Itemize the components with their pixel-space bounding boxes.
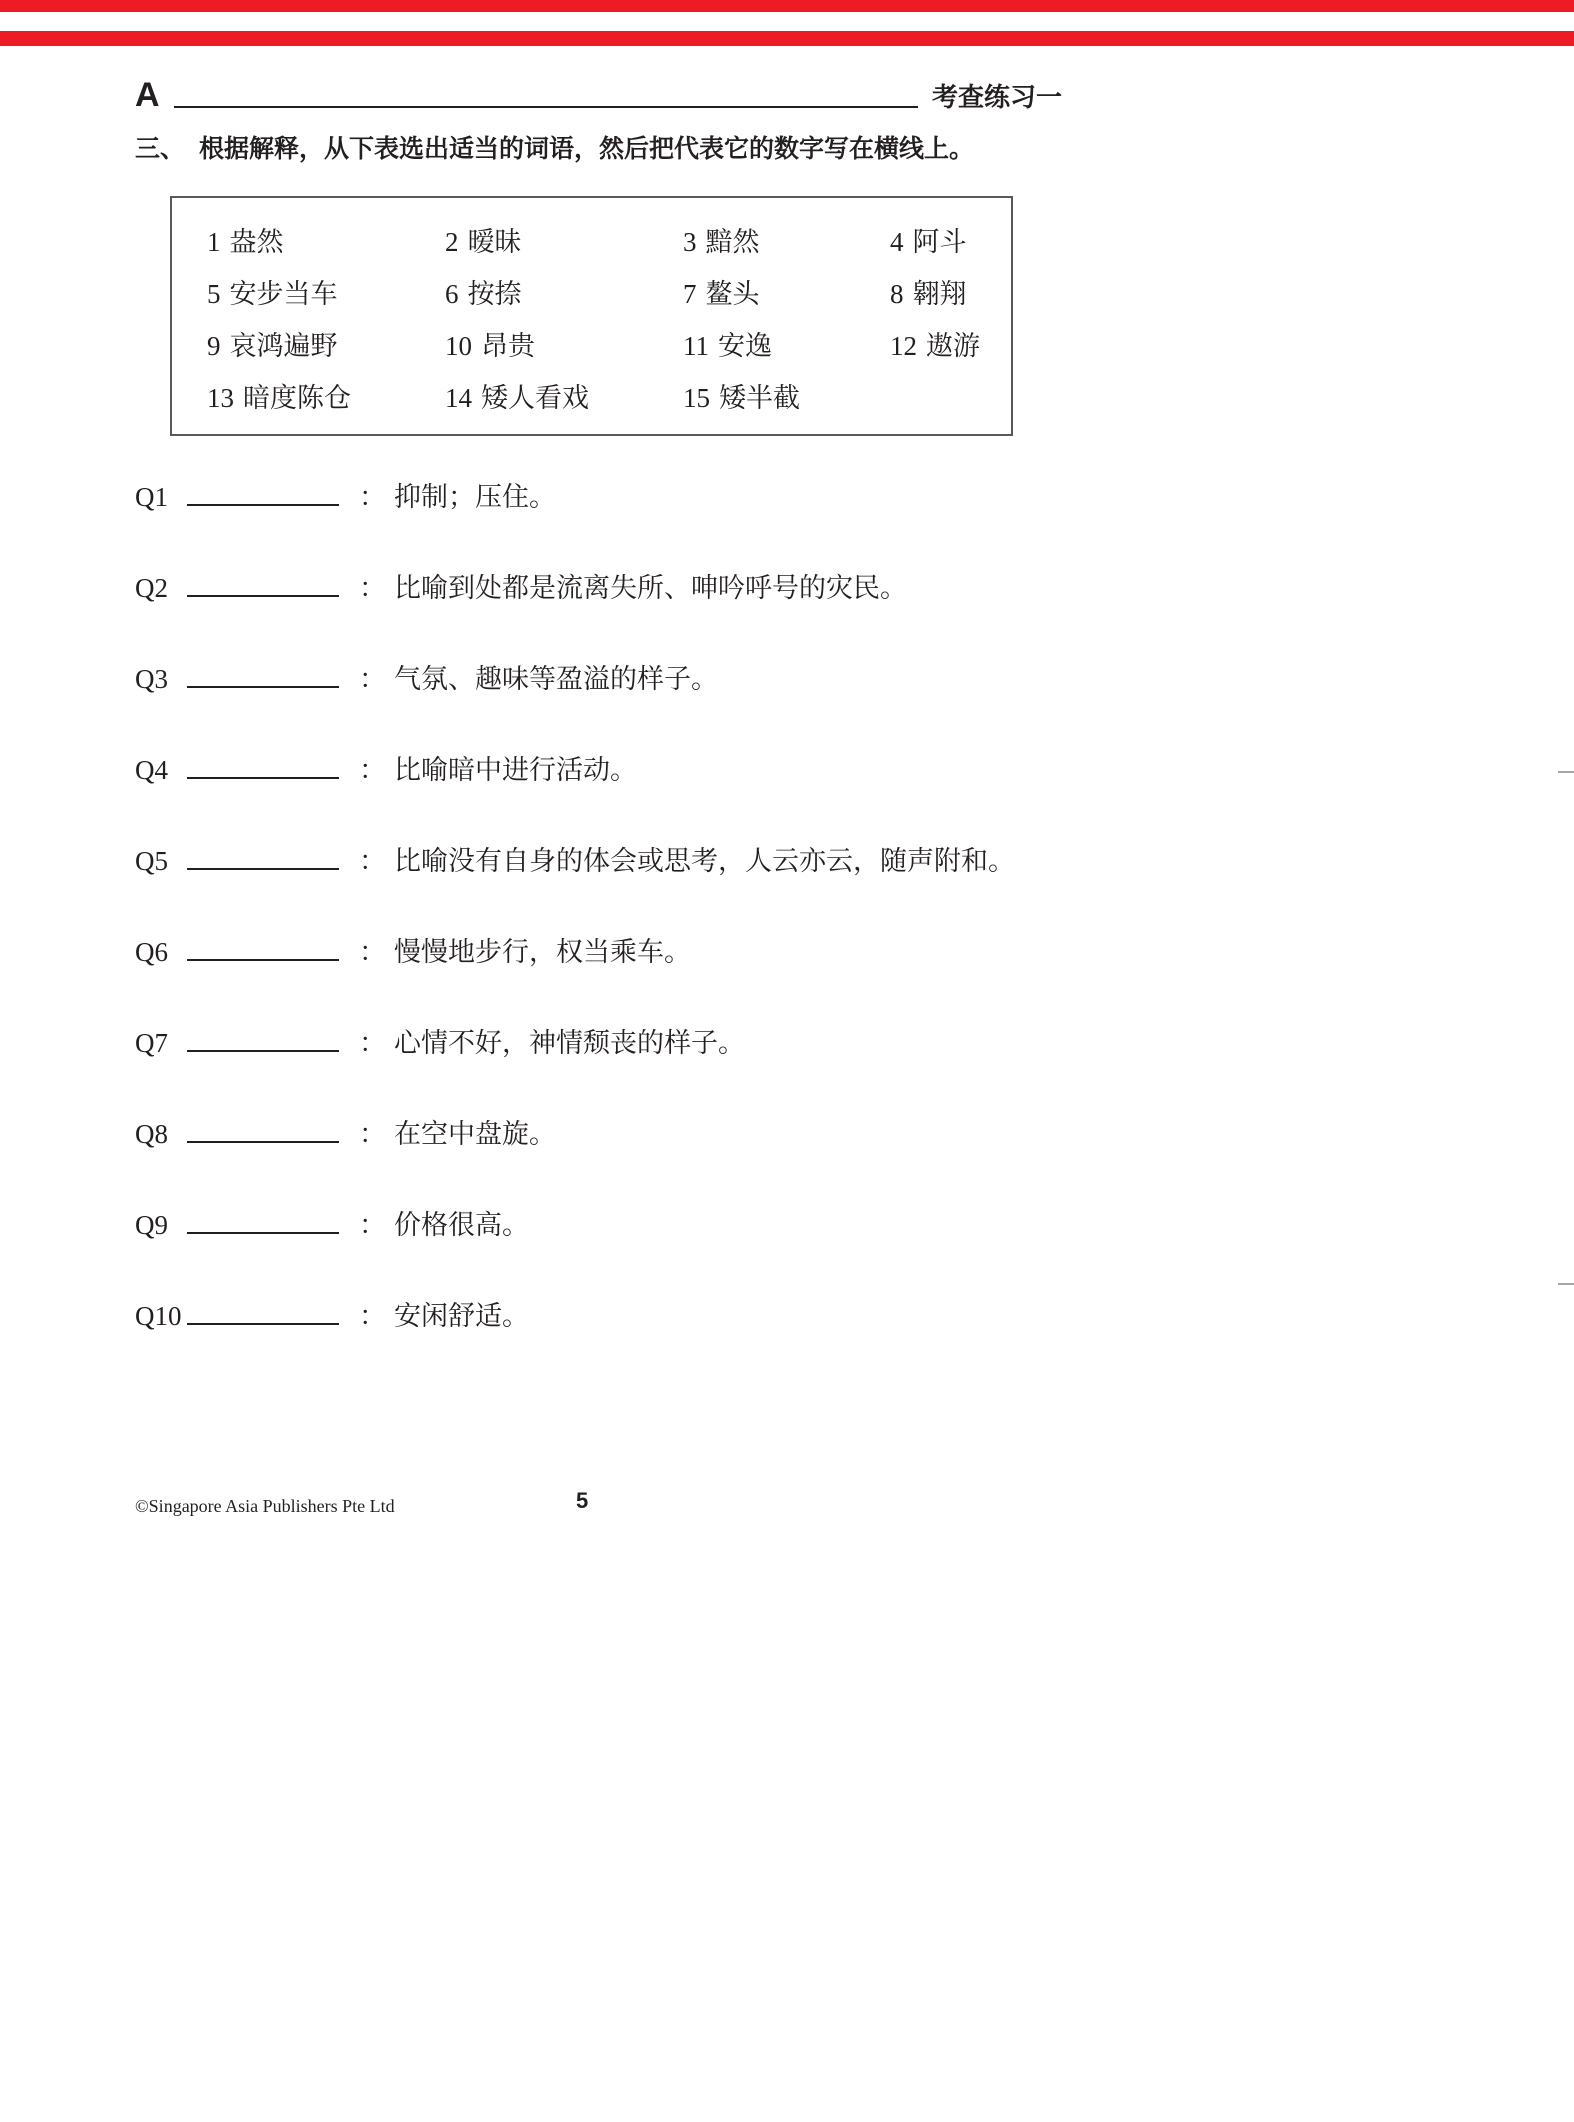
question-row-q3 [135, 662, 1435, 698]
word-number: 1 [207, 227, 221, 257]
colon: ： [359, 1119, 386, 1149]
question-label: Q7 [135, 1028, 168, 1058]
colon: ： [359, 846, 386, 876]
colon: ： [359, 1210, 386, 1240]
answer-blank[interactable] [187, 958, 339, 961]
question-definition: 慢慢地步行，权当乘车。 [394, 937, 691, 967]
question-label: Q10 [135, 1301, 182, 1331]
question-row-q5 [135, 844, 1435, 880]
header-rule [174, 106, 918, 108]
question-row-q8 [135, 1117, 1435, 1153]
word-number: 7 [683, 279, 697, 309]
page-header [135, 78, 1062, 112]
question-label: Q3 [135, 664, 168, 694]
question-definition: 抑制；压住。 [394, 482, 556, 512]
question-definition: 安闲舒适。 [394, 1301, 529, 1331]
colon: ： [359, 573, 386, 603]
question-definition: 价格很高。 [394, 1210, 529, 1240]
colon: ： [359, 664, 386, 694]
question-row-q4 [135, 753, 1435, 789]
word-number: 15 [683, 383, 710, 413]
answer-blank[interactable] [187, 1049, 339, 1052]
question-row-q7 [135, 1026, 1435, 1062]
word-bank-item [445, 228, 683, 256]
word-number: 13 [207, 383, 234, 413]
question-definition: 气氛、趣味等盈溢的样子。 [394, 664, 718, 694]
word-bank-item [207, 280, 445, 308]
colon: ： [359, 1028, 386, 1058]
word-number: 11 [683, 331, 709, 361]
top-red-strip-2 [0, 31, 1574, 46]
question-definition: 心情不好，神情颓丧的样子。 [394, 1028, 745, 1058]
word-text: 鳌头 [705, 279, 760, 309]
question-label: Q9 [135, 1210, 168, 1240]
word-text: 盎然 [229, 227, 284, 257]
answer-blank[interactable] [187, 503, 339, 506]
word-text: 暧昧 [467, 227, 522, 257]
word-bank-box [170, 196, 1013, 436]
question-label: Q8 [135, 1119, 168, 1149]
word-number: 12 [890, 331, 917, 361]
word-number: 2 [445, 227, 459, 257]
word-bank-item [683, 280, 890, 308]
question-row-q2 [135, 571, 1435, 607]
word-bank-item [683, 384, 890, 412]
word-number: 9 [207, 331, 221, 361]
word-bank-item [890, 332, 1001, 360]
top-red-strip-1 [0, 0, 1574, 12]
colon: ： [359, 1301, 386, 1331]
question-row-q6 [135, 935, 1435, 971]
word-bank-item [683, 332, 890, 360]
question-definition: 比喻暗中进行活动。 [394, 755, 637, 785]
answer-blank[interactable] [187, 1231, 339, 1234]
crop-mark [1558, 1283, 1574, 1285]
question-row-q9 [135, 1208, 1435, 1244]
word-number: 3 [683, 227, 697, 257]
instruction-number: 三、 [135, 135, 186, 163]
instruction [135, 133, 1235, 165]
word-bank-item [890, 280, 1001, 308]
colon: ： [359, 482, 386, 512]
word-text: 阿斗 [912, 227, 967, 257]
question-label: Q5 [135, 846, 168, 876]
page-number: 5 [576, 1488, 589, 1513]
word-number: 5 [207, 279, 221, 309]
word-text: 昂贵 [481, 331, 535, 361]
word-bank-item [207, 228, 445, 256]
section-letter: A [135, 76, 160, 114]
answer-blank[interactable] [187, 685, 339, 688]
word-bank-item [445, 280, 683, 308]
word-number: 6 [445, 279, 459, 309]
word-number: 14 [445, 383, 472, 413]
answer-blank[interactable] [187, 776, 339, 779]
word-bank-item [207, 332, 445, 360]
colon: ： [359, 755, 386, 785]
answer-blank[interactable] [187, 594, 339, 597]
word-text: 安步当车 [229, 279, 338, 309]
colon: ： [359, 937, 386, 967]
word-bank-item [207, 384, 445, 412]
question-label: Q2 [135, 573, 168, 603]
answer-blank[interactable] [187, 867, 339, 870]
question-label: Q6 [135, 937, 168, 967]
answer-blank[interactable] [187, 1322, 339, 1325]
word-bank-item [445, 332, 683, 360]
crop-mark [1558, 771, 1574, 773]
word-text: 哀鸿遍野 [229, 331, 338, 361]
word-text: 翱翔 [912, 279, 967, 309]
word-bank-item [445, 384, 683, 412]
question-definition: 在空中盘旋。 [394, 1119, 556, 1149]
word-text: 遨游 [926, 331, 980, 361]
question-row-q10 [135, 1299, 1435, 1335]
word-number: 10 [445, 331, 472, 361]
question-row-q1 [135, 480, 1435, 516]
footer-copyright: ©Singapore Asia Publishers Pte Ltd [135, 1496, 395, 1516]
questions-list [135, 480, 1435, 1390]
word-text: 矮人看戏 [481, 383, 589, 413]
word-text: 矮半截 [719, 383, 800, 413]
word-bank-item [890, 228, 1001, 256]
question-label: Q1 [135, 482, 168, 512]
header-title: 考查练习一 [931, 82, 1062, 112]
question-definition: 比喻没有自身的体会或思考，人云亦云，随声附和。 [394, 846, 1015, 876]
answer-blank[interactable] [187, 1140, 339, 1143]
word-number: 4 [890, 227, 904, 257]
word-number: 8 [890, 279, 904, 309]
word-text: 暗度陈仓 [243, 383, 351, 413]
question-definition: 比喻到处都是流离失所、呻吟呼号的灾民。 [394, 573, 907, 603]
word-text: 按捺 [467, 279, 522, 309]
instruction-text: 根据解释，从下表选出适当的词语，然后把代表它的数字写在横线上。 [199, 135, 975, 163]
question-label: Q4 [135, 755, 168, 785]
word-bank-item [683, 228, 890, 256]
word-text: 安逸 [718, 331, 772, 361]
word-text: 黯然 [705, 227, 760, 257]
